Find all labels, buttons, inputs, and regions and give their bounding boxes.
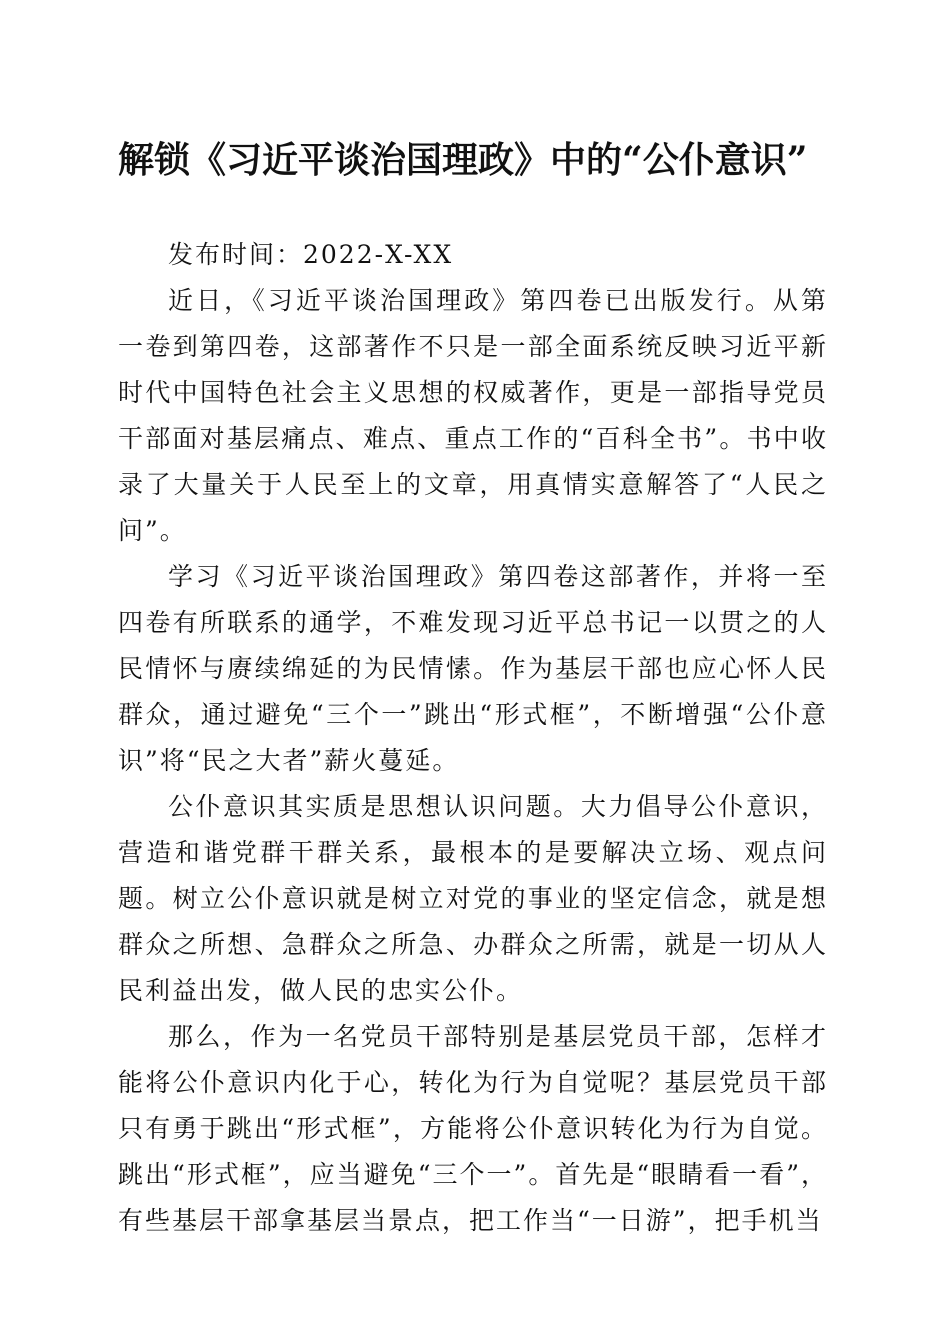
document-title: 解锁《习近平谈治国理政》中的“公仆意识”: [118, 139, 808, 181]
paragraph-2: 学习《习近平谈治国理政》第四卷这部著作，并将一至四卷有所联系的通学，不难发现习近平总书记一以贯之的人民情怀与赓续绵延的为民情愫。作为基层干部也应心怀人民群众，通过避免“三个一”跳出“形式框”，不断增强“公仆意识”将“民之大者”薪火蔓延。: [118, 562, 828, 775]
paragraph-1: 近日，《习近平谈治国理政》第四卷已出版发行。从第一卷到第四卷，这部著作不只是一部全面系统反映习近平新时代中国特色社会主义思想的权威著作，更是一部指导党员干部面对基层痛点、难点、重点工作的“百科全书”。书中收录了大量关于人民至上的文章，用真情实意解答了“人民之问”。: [118, 286, 828, 545]
publish-date: 发布时间：2022-X-XX: [168, 240, 454, 269]
document-body: [118, 232, 828, 1244]
paragraph-3: 公仆意识其实质是思想认识问题。大力倡导公仆意识，营造和谐党群干群关系，最根本的是要解决立场、观点问题。树立公仆意识就是树立对党的事业的坚定信念，就是想群众之所想、急群众之所急、办群众之所需，就是一切从人民利益出发，做人民的忠实公仆。: [118, 792, 828, 1005]
paragraph-4: 那么，作为一名党员干部特别是基层党员干部，怎样才能将公仆意识内化于心，转化为行为自觉呢？基层党员干部只有勇于跳出“形式框”，方能将公仆意识转化为行为自觉。跳出“形式框”，应当避免“三个一”。首先是“眼睛看一看”，有些基层干部拿基层当景点，把工作当“一日游”，把手机当: [118, 1022, 828, 1235]
